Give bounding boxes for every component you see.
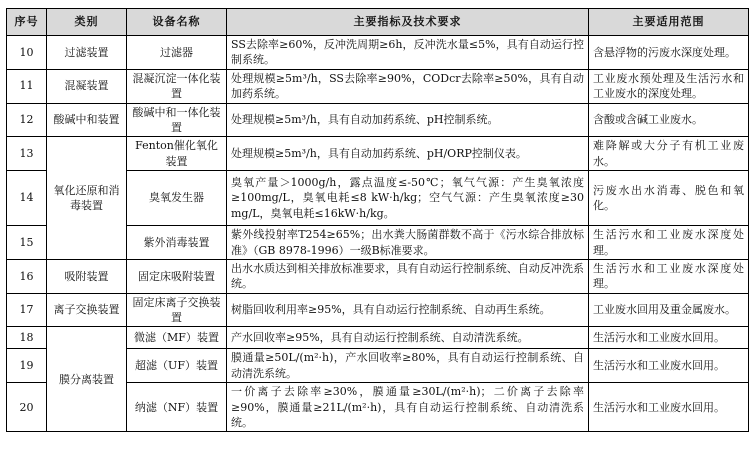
row-category: 混凝装置: [47, 69, 127, 103]
row-equipment: 纳滤（NF）装置: [127, 383, 227, 432]
row-requirements: 处理规模≥5m³/h，具有自动加药系统、pH/ORP控制仪表。: [227, 137, 589, 171]
row-equipment: 过滤器: [127, 36, 227, 70]
row-no: 18: [7, 327, 47, 349]
row-requirements: 紫外线投射率T254≥65%；出水粪大肠菌群数不高于《污水综合排放标准》（GB 8978-1996）一级B标准要求。: [227, 226, 589, 260]
row-no: 10: [7, 36, 47, 70]
header-no: 序号: [7, 9, 47, 36]
equipment-spec-table: [6, 8, 749, 432]
table-row: [7, 36, 749, 70]
row-requirements: 臭氧产量＞1000g/h，露点温度≤-50℃；氧气气源：产生臭氧浓度≥100mg/L，臭氧电耗≤8 kW·h/kg；空气气源：产生臭氧浓度≥30 mg/L，臭氧电耗≤16kW·h/kg。: [227, 171, 589, 226]
row-requirements: 产水回收率≥95%，具有自动运行控制系统、自动清洗系统。: [227, 327, 589, 349]
row-scope: 生活污水和工业废水回用。: [589, 349, 749, 383]
row-requirements: 一价离子去除率≥30%，膜通量≥30L/(m²·h)；二价离子去除率≥90%，膜通量≥21L/(m²·h)，具有自动运行控制系统、自动清洗系统。: [227, 383, 589, 432]
row-equipment: 超滤（UF）装置: [127, 349, 227, 383]
row-scope: 污废水出水消毒、脱色和氧化。: [589, 171, 749, 226]
table-row: [7, 327, 749, 349]
row-requirements: SS去除率≥60%，反冲洗周期≥6h，反冲洗水量≤5%，具有自动运行控制系统。: [227, 36, 589, 70]
row-no: 17: [7, 293, 47, 327]
row-requirements: 处理规模≥5m³/h，SS去除率≥90%，CODcr去除率≥50%，具有自动加药系统。: [227, 69, 589, 103]
row-scope: 含酸或含碱工业废水。: [589, 103, 749, 137]
table-row: [7, 137, 749, 171]
row-no: 15: [7, 226, 47, 260]
row-no: 11: [7, 69, 47, 103]
row-scope: 生活污水和工业废水深度处理。: [589, 259, 749, 293]
table-row: [7, 293, 749, 327]
row-category: 过滤装置: [47, 36, 127, 70]
table-row: [7, 103, 749, 137]
row-requirements: 处理规模≥5m³/h，具有自动加药系统、pH控制系统。: [227, 103, 589, 137]
row-scope: 难降解或大分子有机工业废水。: [589, 137, 749, 171]
row-equipment: 混凝沉淀一体化装置: [127, 69, 227, 103]
row-equipment: 微滤（MF）装置: [127, 327, 227, 349]
row-no: 13: [7, 137, 47, 171]
row-scope: 工业废水回用及重金属废水。: [589, 293, 749, 327]
row-equipment: 固定床离子交换装置: [127, 293, 227, 327]
header-requirements: 主要指标及技术要求: [227, 9, 589, 36]
row-no: 14: [7, 171, 47, 226]
row-scope: 工业废水预处理及生活污水和工业废水的深度处理。: [589, 69, 749, 103]
row-requirements: 出水水质达到相关排放标准要求，具有自动运行控制系统、自动反冲洗系统。: [227, 259, 589, 293]
header-equipment: 设备名称: [127, 9, 227, 36]
table-row: [7, 69, 749, 103]
row-category: 酸碱中和装置: [47, 103, 127, 137]
row-category: 吸附装置: [47, 259, 127, 293]
row-equipment: 臭氧发生器: [127, 171, 227, 226]
header-scope: 主要适用范围: [589, 9, 749, 36]
row-equipment: 固定床吸附装置: [127, 259, 227, 293]
row-scope: 含悬浮物的污废水深度处理。: [589, 36, 749, 70]
row-no: 12: [7, 103, 47, 137]
row-scope: 生活污水和工业废水深度处理。: [589, 226, 749, 260]
row-equipment: Fenton催化氧化装置: [127, 137, 227, 171]
row-scope: 生活污水和工业废水回用。: [589, 383, 749, 432]
row-no: 16: [7, 259, 47, 293]
row-no: 19: [7, 349, 47, 383]
row-requirements: 树脂回收利用率≥95%，具有自动运行控制系统、自动再生系统。: [227, 293, 589, 327]
row-requirements: 膜通量≥50L/(m²·h)，产水回收率≥80%，具有自动运行控制系统、自动清洗系统。: [227, 349, 589, 383]
row-scope: 生活污水和工业废水回用。: [589, 327, 749, 349]
row-no: 20: [7, 383, 47, 432]
table-header-row: [7, 9, 749, 36]
row-category: 氧化还原和消毒装置: [47, 137, 127, 260]
row-equipment: 紫外消毒装置: [127, 226, 227, 260]
table-row: [7, 259, 749, 293]
row-category: 膜分离装置: [47, 327, 127, 432]
row-equipment: 酸碱中和一体化装置: [127, 103, 227, 137]
header-category: 类别: [47, 9, 127, 36]
row-category: 离子交换装置: [47, 293, 127, 327]
